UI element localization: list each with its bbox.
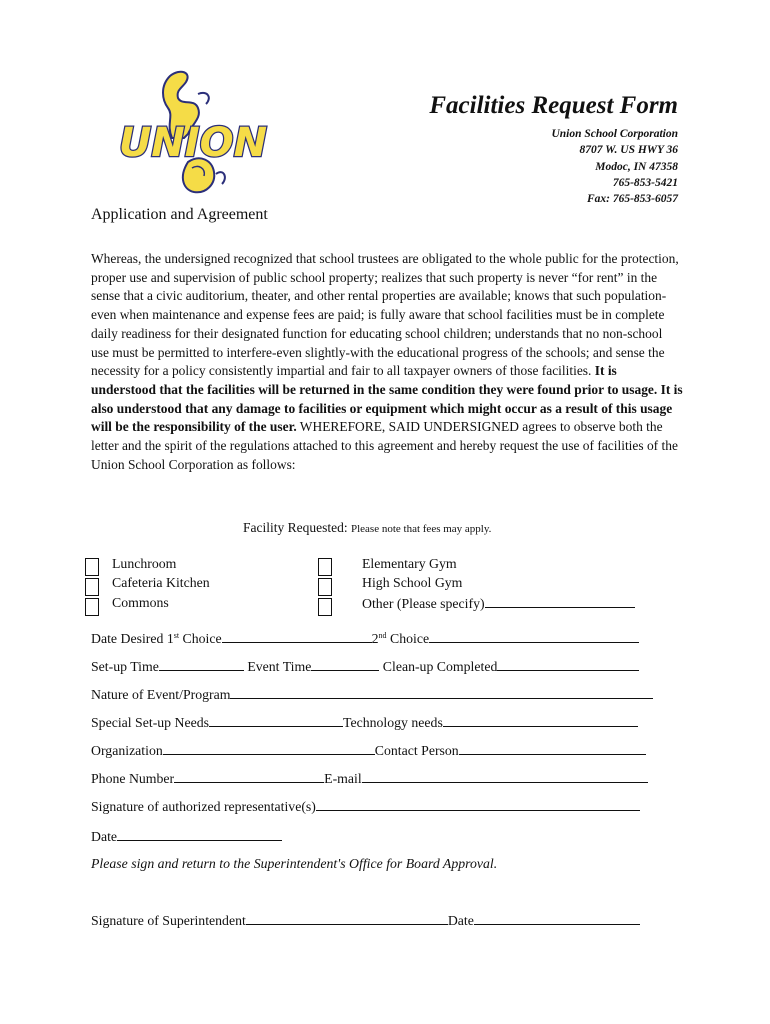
organization-field[interactable] xyxy=(163,742,375,755)
option-elementary-gym: Elementary Gym xyxy=(362,556,457,571)
option-other xyxy=(362,595,635,612)
checkbox-cafeteria-kitchen[interactable] xyxy=(85,578,99,596)
facility-note: Please note that fees may apply. xyxy=(350,523,492,535)
phone-field[interactable] xyxy=(174,770,324,783)
first-choice-field[interactable] xyxy=(222,630,372,643)
date-desired-row xyxy=(91,630,639,647)
signature-rep-field[interactable] xyxy=(316,798,640,811)
option-other-label: Other (Please specify) xyxy=(362,596,485,611)
address-line: Fax: 765-853-6057 xyxy=(586,193,678,206)
email-label: E-mail xyxy=(324,771,362,786)
first-choice-label: Choice xyxy=(182,631,222,646)
date-row xyxy=(91,828,282,845)
setup-time-field[interactable] xyxy=(159,658,244,671)
signature-rep-label: Signature of authorized representative(s) xyxy=(91,799,316,814)
union-logo xyxy=(108,68,278,200)
signature-sup-label: Signature of Superintendent xyxy=(91,913,246,928)
date-field[interactable] xyxy=(117,828,282,841)
sign-instructions: Please sign and return to the Superintendent's Office for Board Approval. xyxy=(91,856,498,871)
agreement-bold-text: It is understood that the facilities will be returned in the same condition they were found prior to usage. It is also understood that any damage to facilities or equipment which might occur as a result of this usage will be the responsibility of the user. xyxy=(91,363,683,435)
cleanup-label: Clean-up Completed xyxy=(382,659,498,674)
technology-label: Technology needs xyxy=(343,715,443,730)
option-cafeteria-kitchen: Cafeteria Kitchen xyxy=(112,575,210,590)
date-desired-sup: st xyxy=(173,631,180,640)
date-desired-label: Date Desired 1 xyxy=(91,631,174,646)
contact-label: Contact Person xyxy=(374,743,459,758)
agreement-paragraph xyxy=(91,250,683,474)
checkbox-other[interactable] xyxy=(318,598,332,616)
date2-field[interactable] xyxy=(474,912,640,925)
organization-row xyxy=(91,742,646,759)
section-heading: Application and Agreement xyxy=(91,206,268,223)
nature-field[interactable] xyxy=(230,686,653,699)
second-choice-label: Choice xyxy=(390,631,430,646)
times-row xyxy=(91,658,639,675)
school-address xyxy=(551,126,678,207)
organization-label: Organization xyxy=(91,743,163,758)
option-lunchroom: Lunchroom xyxy=(112,556,177,571)
event-time-label: Event Time xyxy=(247,659,312,674)
checkbox-commons[interactable] xyxy=(85,598,99,616)
option-high-school-gym: High School Gym xyxy=(362,575,463,590)
contact-field[interactable] xyxy=(459,742,646,755)
agreement-text: Whereas, the undersigned recognized that school trustees are obligated to the whole public for the protection, proper use and supervision of public school property; realizes that such property is never “for rent” in the sense that a civic auditorium, theater, and other rental properties are available; knows that such population-even when maintenance and expense fees are paid; is fully aware that school facilities must be in complete daily readiness for their designated function for educating school children; understands that no non-school use must be permitted to interfere-even slightly-with the educational progress of the schools; and sense the necessity for a policy consistently impartial and fair to all taxpayer owners of those facilities. xyxy=(91,251,679,379)
address-line: 8707 W. US HWY 36 xyxy=(579,144,678,157)
option-commons: Commons xyxy=(112,595,169,610)
second-choice-field[interactable] xyxy=(429,630,639,643)
address-line: Union School Corporation xyxy=(551,128,678,140)
form-title: Facilities Request Form xyxy=(429,92,678,119)
phone-row xyxy=(91,770,648,787)
technology-field[interactable] xyxy=(443,714,638,727)
agreement-text-end: WHEREFORE, SAID UNDERSIGNED agrees to observe both the letter and the spirit of the regulations attached to this agreement and hereby request the use of facilities of the Union School Corporation as follows: xyxy=(91,419,678,472)
date2-label: Date xyxy=(447,913,474,928)
setup-needs-row xyxy=(91,714,638,731)
superintendent-row xyxy=(91,912,640,929)
nature-label: Nature of Event/Program xyxy=(91,687,231,702)
checkbox-elementary-gym[interactable] xyxy=(318,558,332,576)
second-label: 2 xyxy=(371,631,379,646)
event-time-field[interactable] xyxy=(311,658,379,671)
special-setup-label: Special Set-up Needs xyxy=(91,715,210,730)
address-line: Modoc, IN 47358 xyxy=(595,160,678,173)
signature-rep-row xyxy=(91,798,640,815)
logo-wordmark: UNION xyxy=(118,120,268,166)
cleanup-field[interactable] xyxy=(497,658,639,671)
date-label: Date xyxy=(91,829,118,844)
nature-row xyxy=(91,686,653,703)
email-field[interactable] xyxy=(362,770,648,783)
phone-label: Phone Number xyxy=(91,771,175,786)
facility-label: Facility Requested: xyxy=(243,520,348,535)
checkbox-lunchroom[interactable] xyxy=(85,558,99,576)
special-setup-field[interactable] xyxy=(209,714,343,727)
address-line: 765-853-5421 xyxy=(612,176,678,189)
setup-time-label: Set-up Time xyxy=(91,659,159,674)
second-sup: nd xyxy=(378,631,387,640)
checkbox-high-school-gym[interactable] xyxy=(318,578,332,596)
facility-requested xyxy=(243,520,491,536)
signature-sup-field[interactable] xyxy=(246,912,448,925)
other-specify-field[interactable] xyxy=(485,595,635,608)
